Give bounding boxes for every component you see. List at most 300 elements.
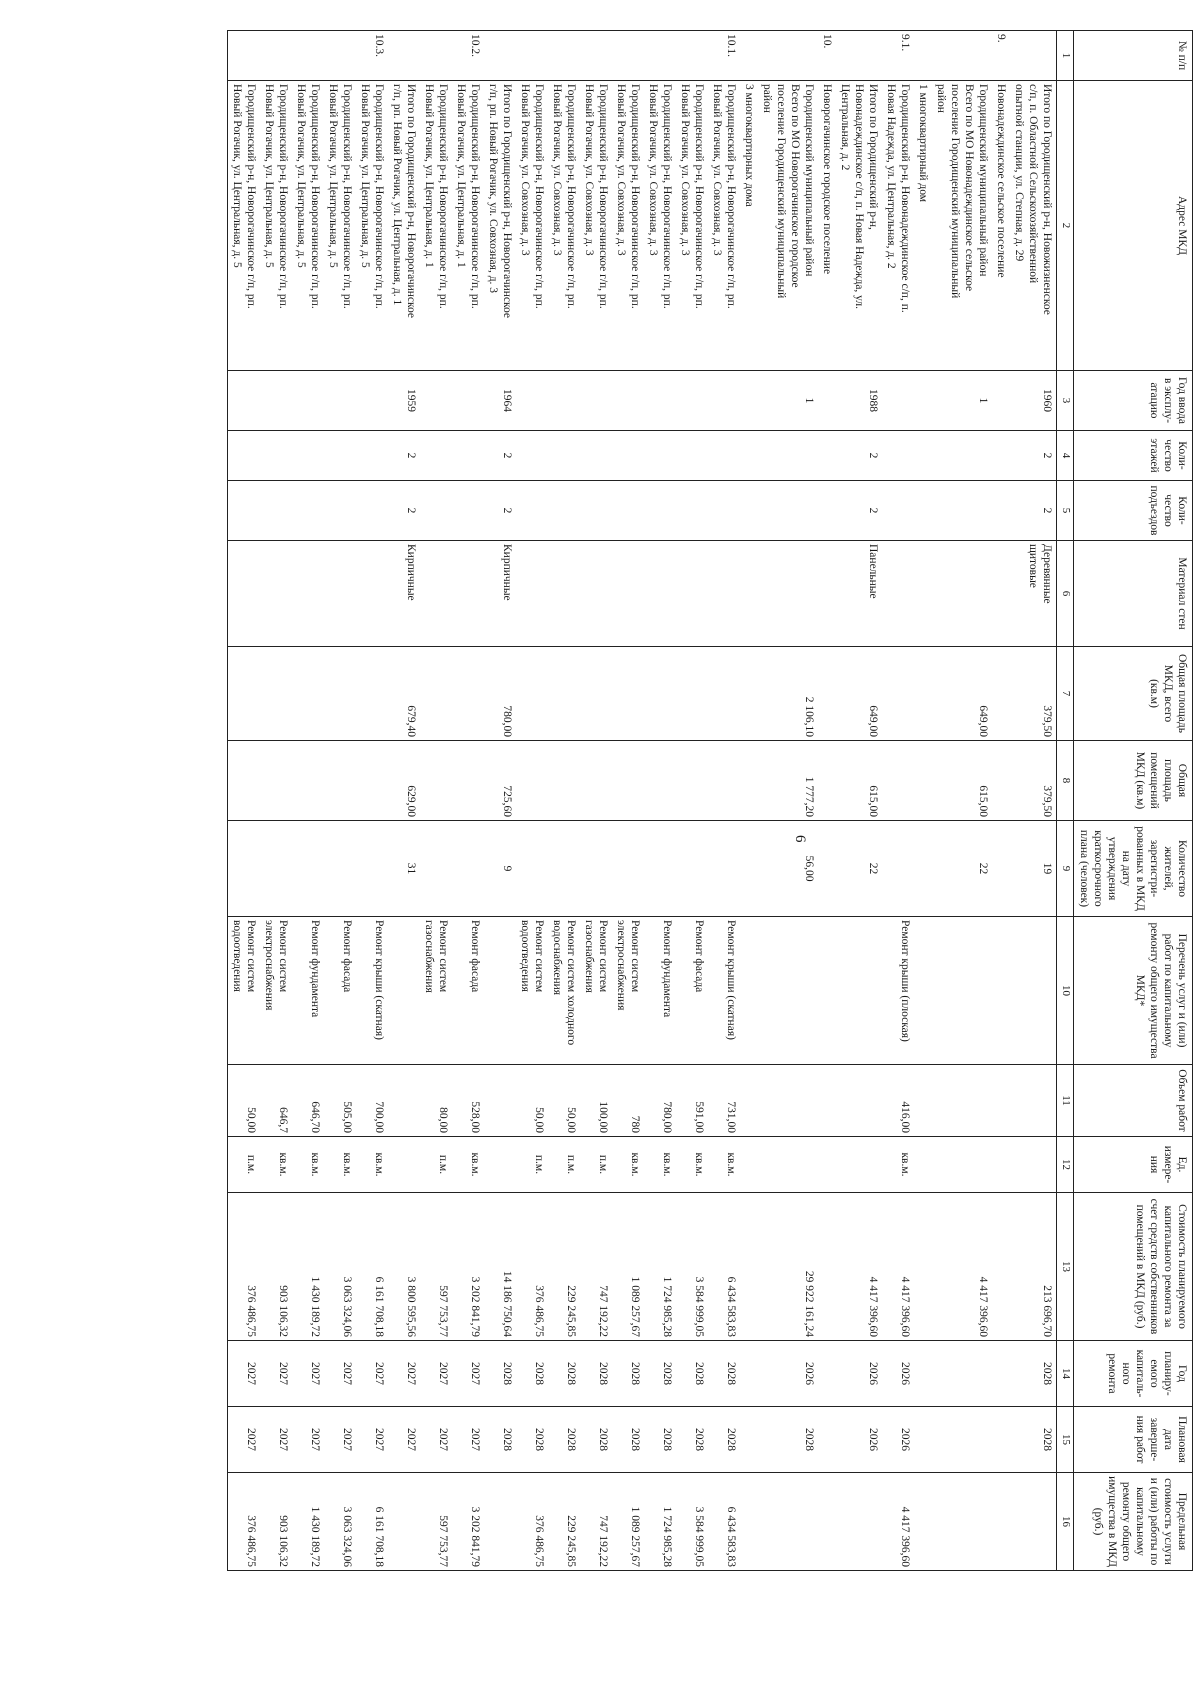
cell-limit-cost: 1 089 257,67: [612, 1473, 644, 1571]
cell-total-area: [644, 647, 676, 741]
cell-unit: п.м.: [227, 1137, 260, 1193]
cell-owner-cost: 3 584 999,05: [676, 1193, 708, 1341]
cell-entrances: [882, 481, 914, 541]
cell-number: 9.1.: [882, 31, 914, 81]
cell-year-built: [227, 371, 260, 431]
cell-works: Ремонт крыши (скатная): [356, 917, 388, 1065]
cell-end-date: 2028: [708, 1407, 740, 1473]
cell-owner-cost: 376 486,75: [516, 1193, 548, 1341]
cell-unit: кв.м.: [644, 1137, 676, 1193]
cell-address: [882, 81, 914, 371]
cell-owner-cost: 597 753,77: [420, 1193, 452, 1341]
col-entrances-header: Коли-чество подъездов: [1073, 481, 1192, 541]
cell-end-date: 2028: [548, 1407, 580, 1473]
cell-plan-year: 2027: [324, 1341, 356, 1407]
cell-wall-material: [708, 541, 740, 647]
cell-works: Ремонт систем электроснабжения: [260, 917, 292, 1065]
cell-works: Ремонт систем холодного водоснабжения: [548, 917, 580, 1065]
cell-premises-area: 379,50: [1010, 741, 1057, 821]
cell-unit: кв.м.: [324, 1137, 356, 1193]
cell-residents: [644, 821, 676, 917]
cell-unit: [1010, 1137, 1057, 1193]
cell-volume: 416,00: [882, 1065, 914, 1137]
cell-premises-area: [914, 741, 932, 821]
cell-premises-area: [644, 741, 676, 821]
address-line: Новый Рогачик, ул. Совхозная, д. 3: [550, 84, 563, 256]
column-number-row: [1057, 31, 1073, 1571]
cell-floors: [260, 431, 292, 481]
cell-entrances: [914, 481, 932, 541]
cell-volume: [740, 1065, 758, 1137]
address-line: Новонадеждинское сельское поселение: [995, 84, 1008, 278]
address-line: г/п, рп. Новый Рогачик, ул. Совхозная, д. 3: [486, 84, 499, 294]
cell-works: Ремонт систем газоснабжения: [420, 917, 452, 1065]
cell-volume: [932, 1065, 992, 1137]
cell-works: Ремонт систем водоотведения: [227, 917, 260, 1065]
cell-end-date: 2027: [227, 1407, 260, 1473]
address-line: Всего по МО Новонадеждинское сельское: [963, 84, 976, 292]
address-line: Городищенский р-н, Новорогачинское г/п, рп.: [340, 84, 353, 309]
cell-volume: 780: [612, 1065, 644, 1137]
cell-address: [992, 81, 1010, 371]
cell-total-area: [516, 647, 548, 741]
col-number-number: 1: [1057, 31, 1073, 81]
cell-limit-cost: [914, 1473, 932, 1571]
cell-floors: [676, 431, 708, 481]
cell-residents: [818, 821, 836, 917]
cell-owner-cost: 4 417 396,60: [932, 1193, 992, 1341]
table-row: [580, 31, 612, 1571]
cell-wall-material: [324, 541, 356, 647]
cell-wall-material: [992, 541, 1010, 647]
cell-premises-area: [612, 741, 644, 821]
cell-owner-cost: 1 430 189,72: [292, 1193, 324, 1341]
col-works-header: Перечень услуг и (или) работ по капитальному ремонту общего имущества МКД*: [1073, 917, 1192, 1065]
cell-wall-material: [612, 541, 644, 647]
address-line: Городищенский р-н, Новорогачинское г/п, рп.: [372, 84, 385, 309]
cell-volume: 80,00: [420, 1065, 452, 1137]
cell-volume: [818, 1065, 836, 1137]
cell-address: [758, 81, 818, 371]
cell-year-built: [548, 371, 580, 431]
cell-works: [484, 917, 516, 1065]
cell-number: [758, 31, 818, 81]
cell-number: [227, 31, 260, 81]
cell-limit-cost: 3 584 999,05: [676, 1473, 708, 1571]
cell-plan-year: 2027: [260, 1341, 292, 1407]
cell-entrances: [292, 481, 324, 541]
cell-residents: 22: [932, 821, 992, 917]
address-line: Городищенский р-н, Новорогачинское г/п, рп.: [565, 84, 577, 309]
cell-limit-cost: 4 417 396,60: [882, 1473, 914, 1571]
cell-year-built: [740, 371, 758, 431]
cell-floors: [227, 431, 260, 481]
cell-wall-material: [356, 541, 388, 647]
cell-premises-area: [548, 741, 580, 821]
cell-year-built: [292, 371, 324, 431]
table-row: [484, 31, 516, 1571]
col-wall-material-header: Материал стен: [1073, 541, 1192, 647]
cell-total-area: [452, 647, 484, 741]
cell-premises-area: [292, 741, 324, 821]
cell-owner-cost: 29 922 161,24: [758, 1193, 818, 1341]
address-line: район: [935, 84, 948, 113]
cell-floors: [324, 431, 356, 481]
table-row: [356, 31, 388, 1571]
cell-works: Ремонт систем водоотведения: [516, 917, 548, 1065]
cell-floors: [708, 431, 740, 481]
cell-floors: 2: [484, 431, 516, 481]
cell-premises-area: [740, 741, 758, 821]
address-line: Новый Рогачик, ул. Совхозная, д. 3: [615, 84, 628, 256]
address-line: Новый Рогачик, ул. Совхозная, д. 3: [711, 84, 724, 256]
cell-premises-area: [580, 741, 612, 821]
cell-wall-material: [758, 541, 818, 647]
cell-residents: [612, 821, 644, 917]
cell-end-date: 2027: [260, 1407, 292, 1473]
cell-floors: [420, 431, 452, 481]
cell-plan-year: 2028: [1010, 1341, 1057, 1407]
cell-residents: [420, 821, 452, 917]
cell-entrances: [708, 481, 740, 541]
cell-end-date: 2027: [452, 1407, 484, 1473]
cell-wall-material: [548, 541, 580, 647]
cell-wall-material: [818, 541, 836, 647]
address-line: Новый Рогачик, ул. Совхозная, д. 3: [647, 84, 660, 256]
cell-end-date: 2028: [516, 1407, 548, 1473]
cell-year-built: 1988: [836, 371, 882, 431]
cell-address: [388, 81, 420, 371]
cell-unit: п.м.: [548, 1137, 580, 1193]
cell-end-date: 2027: [420, 1407, 452, 1473]
table-row: [932, 31, 992, 1571]
cell-entrances: [644, 481, 676, 541]
cell-premises-area: [992, 741, 1010, 821]
cell-plan-year: [992, 1341, 1010, 1407]
cell-plan-year: 2027: [452, 1341, 484, 1407]
table-row: [676, 31, 708, 1571]
cell-residents: 19: [1010, 821, 1057, 917]
cell-address: [836, 81, 882, 371]
cell-number: [612, 31, 644, 81]
cell-wall-material: [882, 541, 914, 647]
cell-total-area: [292, 647, 324, 741]
address-line: Новый Рогачик, ул. Центральная, д. 1: [422, 84, 435, 268]
cell-end-date: 2028: [676, 1407, 708, 1473]
cell-wall-material: [644, 541, 676, 647]
cell-premises-area: [516, 741, 548, 821]
cell-number: [484, 31, 516, 81]
col-year-built-header: Год ввода в эксплу-атацию: [1073, 371, 1192, 431]
cell-limit-cost: [1010, 1473, 1057, 1571]
cell-works: [932, 917, 992, 1065]
cell-premises-area: [676, 741, 708, 821]
cell-floors: [818, 431, 836, 481]
cell-year-built: [882, 371, 914, 431]
cell-limit-cost: 376 486,75: [516, 1473, 548, 1571]
address-line: Городищенский р-н, Новорогачинское г/п, рп.: [436, 84, 449, 309]
cell-plan-year: 2028: [644, 1341, 676, 1407]
cell-number: 9.: [992, 31, 1010, 81]
cell-limit-cost: 376 486,75: [227, 1473, 260, 1571]
cell-unit: п.м.: [420, 1137, 452, 1193]
cell-address: [356, 81, 388, 371]
address-line: Новый Рогачик, ул. Совхозная, д. 3: [583, 84, 596, 256]
address-line: поселение Городищенский муниципальный: [949, 84, 962, 299]
table-row: [324, 31, 356, 1571]
cell-premises-area: [260, 741, 292, 821]
address-line: Всего по МО Новорогачинское городское: [789, 84, 802, 288]
cell-works: Ремонт крыши (скатная): [708, 917, 740, 1065]
table-row: [914, 31, 932, 1571]
cell-year-built: 1964: [484, 371, 516, 431]
cell-number: 10.3.: [356, 31, 388, 81]
cell-owner-cost: 903 106,32: [260, 1193, 292, 1341]
cell-residents: [292, 821, 324, 917]
address-line: Итого по Городищенский р-н, Новорогачинское: [500, 84, 513, 319]
cell-plan-year: [914, 1341, 932, 1407]
cell-limit-cost: [758, 1473, 818, 1571]
col-volume-header: Объем работ: [1073, 1065, 1192, 1137]
cell-works: [914, 917, 932, 1065]
cell-floors: [914, 431, 932, 481]
cell-works: Ремонт фундамента: [644, 917, 676, 1065]
table-row: [292, 31, 324, 1571]
cell-unit: кв.м.: [452, 1137, 484, 1193]
cell-owner-cost: [914, 1193, 932, 1341]
cell-volume: 646,70: [292, 1065, 324, 1137]
cell-wall-material: [452, 541, 484, 647]
cell-premises-area: [356, 741, 388, 821]
address-line: Городищенский р-н, Новорогачинское г/п, рп.: [693, 84, 706, 309]
cell-unit: п.м.: [580, 1137, 612, 1193]
cell-entrances: [356, 481, 388, 541]
cell-total-area: [818, 647, 836, 741]
cell-limit-cost: 1 724 985,28: [644, 1473, 676, 1571]
cell-floors: [612, 431, 644, 481]
cell-address: [580, 81, 612, 371]
cell-address: [1010, 81, 1057, 371]
cell-volume: [836, 1065, 882, 1137]
cell-limit-cost: [484, 1473, 516, 1571]
cell-entrances: 2: [836, 481, 882, 541]
cell-total-area: [324, 647, 356, 741]
cell-entrances: [324, 481, 356, 541]
cell-address: [452, 81, 484, 371]
cell-year-built: [992, 371, 1010, 431]
cell-limit-cost: [818, 1473, 836, 1571]
cell-end-date: [932, 1407, 992, 1473]
address-line: поселение Городищенский муниципальный: [775, 84, 788, 299]
table-row: [612, 31, 644, 1571]
cell-end-date: 2028: [484, 1407, 516, 1473]
cell-address: [548, 81, 580, 371]
cell-total-area: 649,00: [932, 647, 992, 741]
cell-wall-material: [932, 541, 992, 647]
cell-floors: [548, 431, 580, 481]
cell-works: [740, 917, 758, 1065]
cell-number: 10.1.: [708, 31, 740, 81]
cell-volume: [1010, 1065, 1057, 1137]
cell-number: [548, 31, 580, 81]
cell-entrances: 2: [1010, 481, 1057, 541]
cell-total-area: [548, 647, 580, 741]
address-line: Городищенский р-н, Новорогачинское г/п, рп.: [468, 84, 481, 309]
cell-unit: кв.м.: [292, 1137, 324, 1193]
cell-works: Ремонт фасада: [324, 917, 356, 1065]
col-premises-area-header: Общая площадь помещений МКД (кв.м): [1073, 741, 1192, 821]
cell-entrances: [260, 481, 292, 541]
cell-unit: [992, 1137, 1010, 1193]
cell-residents: 56,00: [758, 821, 818, 917]
col-owner-cost-number: 13: [1057, 1193, 1073, 1341]
cell-works: Ремонт фасада: [676, 917, 708, 1065]
cell-premises-area: 629,00: [388, 741, 420, 821]
cell-residents: [580, 821, 612, 917]
cell-total-area: [260, 647, 292, 741]
cell-residents: [676, 821, 708, 917]
cell-owner-cost: 4 417 396,60: [882, 1193, 914, 1341]
cell-end-date: 2028: [580, 1407, 612, 1473]
cell-works: Ремонт систем газоснабжения: [580, 917, 612, 1065]
address-line: Городищенский р-н, Новонадеждинское с/п, п.: [899, 84, 912, 313]
cell-residents: [516, 821, 548, 917]
cell-limit-cost: [740, 1473, 758, 1571]
cell-residents: [324, 821, 356, 917]
cell-owner-cost: [740, 1193, 758, 1341]
col-floors-number: 4: [1057, 431, 1073, 481]
table-row: [818, 31, 836, 1571]
cell-wall-material: [420, 541, 452, 647]
cell-number: [836, 31, 882, 81]
cell-number: [740, 31, 758, 81]
cell-address: [260, 81, 292, 371]
cell-floors: [882, 431, 914, 481]
cell-premises-area: 615,00: [836, 741, 882, 821]
cell-unit: [740, 1137, 758, 1193]
address-line: Новый Рогачик, ул. Центральная, д. 5: [294, 84, 307, 268]
cell-end-date: [914, 1407, 932, 1473]
table-row: [227, 31, 260, 1571]
address-line: Новый Рогачик, ул. Центральная, д. 5: [262, 84, 275, 268]
address-line: Итого по Городищенский р-н, Новожизненское: [1041, 84, 1054, 315]
cell-unit: [914, 1137, 932, 1193]
capital-repair-table: [227, 30, 1193, 1571]
cell-unit: [836, 1137, 882, 1193]
cell-plan-year: 2026: [836, 1341, 882, 1407]
col-volume-number: 11: [1057, 1065, 1073, 1137]
cell-works: Ремонт крыши (плоская): [882, 917, 914, 1065]
cell-unit: кв.м.: [708, 1137, 740, 1193]
cell-plan-year: 2028: [516, 1341, 548, 1407]
col-end-date-number: 15: [1057, 1407, 1073, 1473]
cell-residents: 9: [484, 821, 516, 917]
cell-entrances: [818, 481, 836, 541]
cell-volume: [758, 1065, 818, 1137]
cell-unit: [484, 1137, 516, 1193]
cell-premises-area: 615,00: [932, 741, 992, 821]
cell-volume: [992, 1065, 1010, 1137]
cell-address: [227, 81, 260, 371]
cell-total-area: [612, 647, 644, 741]
table-body: [227, 31, 1057, 1571]
cell-total-area: [356, 647, 388, 741]
col-unit-header: Ед. измере-ния: [1073, 1137, 1192, 1193]
cell-floors: [452, 431, 484, 481]
cell-unit: [758, 1137, 818, 1193]
cell-address: [914, 81, 932, 371]
cell-owner-cost: 3 202 841,79: [452, 1193, 484, 1341]
cell-address: [516, 81, 548, 371]
cell-unit: [388, 1137, 420, 1193]
address-line: Городищенский р-н, Новорогачинское г/п, рп.: [276, 84, 289, 309]
cell-end-date: 2027: [356, 1407, 388, 1473]
cell-total-area: [227, 647, 260, 741]
col-wall-material-number: 6: [1057, 541, 1073, 647]
col-number-header: № п/п: [1073, 31, 1192, 81]
cell-premises-area: [227, 741, 260, 821]
cell-total-area: 780,00: [484, 647, 516, 741]
cell-number: [260, 31, 292, 81]
cell-owner-cost: [818, 1193, 836, 1341]
address-line: Новонадеждинское с/п, п. Новая Надежда, ул.: [853, 84, 866, 310]
cell-entrances: [932, 481, 992, 541]
address-line: Городищенский р-н, Новорогачинское г/п, рп.: [725, 84, 738, 309]
cell-end-date: 2028: [644, 1407, 676, 1473]
cell-works: Ремонт фундамента: [292, 917, 324, 1065]
cell-volume: 700,00: [356, 1065, 388, 1137]
cell-wall-material: [516, 541, 548, 647]
cell-entrances: [516, 481, 548, 541]
cell-limit-cost: 6 434 583,83: [708, 1473, 740, 1571]
col-total-area-number: 7: [1057, 647, 1073, 741]
cell-address: [708, 81, 740, 371]
cell-owner-cost: [992, 1193, 1010, 1341]
cell-total-area: 379,50: [1010, 647, 1057, 741]
cell-address: [324, 81, 356, 371]
cell-plan-year: 2027: [292, 1341, 324, 1407]
cell-premises-area: 725,60: [484, 741, 516, 821]
cell-owner-cost: 4 417 396,60: [836, 1193, 882, 1341]
cell-number: [580, 31, 612, 81]
cell-wall-material: [292, 541, 324, 647]
cell-wall-material: Кирпичные: [484, 541, 516, 647]
table-row: [548, 31, 580, 1571]
cell-owner-cost: 6 161 708,18: [356, 1193, 388, 1341]
cell-year-built: 1959: [388, 371, 420, 431]
cell-entrances: [452, 481, 484, 541]
cell-number: [388, 31, 420, 81]
cell-year-built: [914, 371, 932, 431]
cell-volume: 731,00: [708, 1065, 740, 1137]
address-line: Итого по Городищенский р-н,: [867, 84, 880, 230]
cell-owner-cost: 747 192,22: [580, 1193, 612, 1341]
address-line: Городищенский р-н, Новорогачинское г/п, рп.: [597, 84, 610, 309]
cell-floors: 2: [1010, 431, 1057, 481]
col-limit-cost-header: Предельная стоимость услуги и (или) работы по капитальному ремонту общего имущества в МКД (руб.): [1073, 1473, 1192, 1571]
cell-volume: [388, 1065, 420, 1137]
cell-premises-area: [452, 741, 484, 821]
cell-limit-cost: 1 430 189,72: [292, 1473, 324, 1571]
cell-residents: 31: [388, 821, 420, 917]
cell-plan-year: 2027: [388, 1341, 420, 1407]
cell-residents: [708, 821, 740, 917]
cell-unit: кв.м.: [356, 1137, 388, 1193]
cell-works: Ремонт систем электроснабжения: [612, 917, 644, 1065]
table-row: [758, 31, 818, 1571]
cell-unit: [818, 1137, 836, 1193]
cell-address: [292, 81, 324, 371]
